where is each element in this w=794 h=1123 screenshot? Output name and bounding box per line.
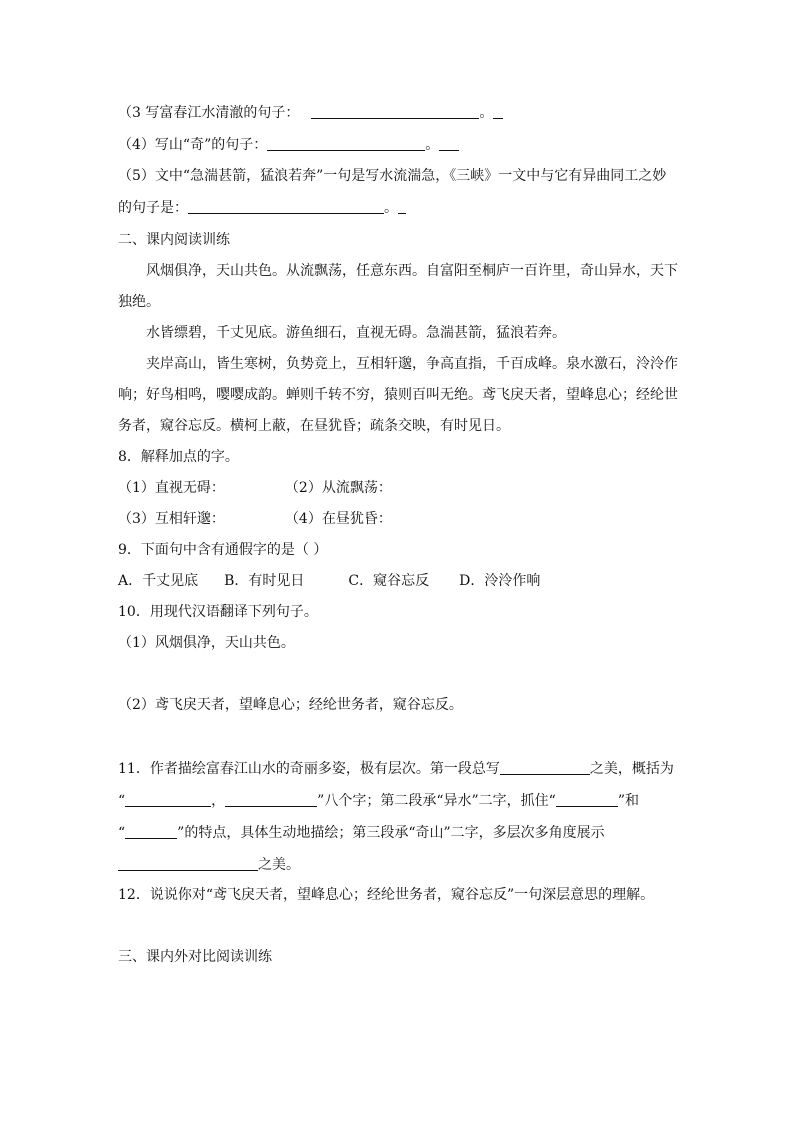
passage-p3-line-1: 夹岸高山，皆生寒树，负势竞上，互相轩邈，争高直指，千百成峰。泉水激石，泠泠作 xyxy=(146,356,678,372)
answer-blank-tail xyxy=(493,104,503,119)
period: 。 xyxy=(384,200,398,216)
answer-blank[interactable] xyxy=(188,199,384,214)
question-11-line-2 xyxy=(118,791,639,811)
question-11-text: ”和 xyxy=(617,793,639,809)
question-11-text: ”的特点，具体生动地描绘；第三段承“奇山”二字，多层次多角度展示 xyxy=(177,825,605,841)
answer-blank[interactable] xyxy=(500,760,590,775)
answer-blank[interactable] xyxy=(118,856,258,871)
answer-blank[interactable] xyxy=(225,792,317,807)
question-12: 12．说说你对“鸢飞戾天者，望峰息心；经纶世务者，窥谷忘反”一句深层意思的理解。 xyxy=(118,887,655,903)
question-11-line-4 xyxy=(118,855,300,875)
question-11-text: ”八个字；第二段承“异水”二字，抓住“ xyxy=(317,793,556,809)
question-5-label: 的句子是： xyxy=(118,200,188,216)
option-a[interactable]: A．千丈见底 xyxy=(118,573,199,589)
question-5-line-1: （5）文中“急湍甚箭，猛浪若奔”一句是写水流湍急，《三峡》一文中与它有异曲同工之妙 xyxy=(118,168,667,184)
answer-blank[interactable] xyxy=(267,136,425,151)
question-11-text: 之美，概括为 xyxy=(589,761,674,777)
section-3-title: 三、课内外对比阅读训练 xyxy=(118,949,272,965)
question-10-sentence-2: （2）鸢飞戾天者，望峰息心；经纶世务者，窥谷忘反。 xyxy=(118,697,463,713)
option-b[interactable]: B．有时见日 xyxy=(224,573,305,589)
section-2-title: 二、课内阅读训练 xyxy=(118,232,230,248)
period: 。 xyxy=(479,105,494,121)
question-11-line-3 xyxy=(118,823,605,843)
question-4-label: （4）写山“奇”的句子： xyxy=(118,137,268,153)
question-8-item-3: （3）互相轩邈： xyxy=(118,511,225,527)
question-8-row-2 xyxy=(118,509,392,529)
question-10-sentence-1: （1）风烟俱净，天山共色。 xyxy=(118,635,295,651)
answer-blank[interactable] xyxy=(125,824,177,839)
question-11-text: 11．作者描绘富春江山水的奇丽多姿，极有层次。第一段总写 xyxy=(118,761,500,777)
question-3-line xyxy=(118,103,503,123)
answer-blank[interactable] xyxy=(556,792,618,807)
question-11-text: 之美。 xyxy=(258,857,300,873)
answer-blank[interactable] xyxy=(125,792,211,807)
answer-blank-tail xyxy=(398,199,406,214)
question-3-label: （3 写富春江水清澈的句子： xyxy=(118,105,300,121)
passage-p3-line-3: 务者，窥谷忘反。横柯上蔽，在昼犹昏；疏条交映，有时见日。 xyxy=(118,418,510,434)
answer-blank-tail xyxy=(439,136,459,151)
option-d[interactable]: D．泠泠作响 xyxy=(459,573,541,589)
passage-p3-line-2: 响；好鸟相鸣，嘤嘤成韵。蝉则千转不穷，猿则百叫无绝。鸢飞戾天者，望峰息心；经纶世 xyxy=(118,387,678,403)
answer-blank[interactable] xyxy=(311,104,479,119)
question-9-options xyxy=(118,571,540,591)
question-8-item-2: （2）从流飘荡： xyxy=(284,480,392,496)
passage-p1-line-2: 独绝。 xyxy=(118,294,160,310)
question-4-line xyxy=(118,135,459,155)
option-c[interactable]: C．窥谷忘反 xyxy=(348,573,430,589)
question-11-line-1 xyxy=(118,759,674,779)
question-11-text: ， xyxy=(211,793,226,809)
question-8-title: 8．解释加点的字。 xyxy=(118,449,239,465)
passage-p2: 水皆缥碧，千丈见底。游鱼细石，直视无碍。急湍甚箭，猛浪若奔。 xyxy=(146,325,566,341)
passage-p1-line-1: 风烟俱净，天山共色。从流飘荡，任意东西。自富阳至桐庐一百许里，奇山异水，天下 xyxy=(146,263,678,279)
period: 。 xyxy=(425,137,440,153)
question-11-text: “ xyxy=(118,793,126,809)
question-10-title: 10．用现代汉语翻译下列句子。 xyxy=(118,604,318,620)
question-11-text: “ xyxy=(118,825,126,841)
question-8-item-4: （4）在昼犹昏： xyxy=(284,511,392,527)
question-5-line-2 xyxy=(118,198,406,218)
question-9-title: 9．下面句中含有通假字的是（ ） xyxy=(118,542,328,558)
question-8-row-1 xyxy=(118,478,392,498)
question-8-item-1: （1）直视无碍： xyxy=(118,480,225,496)
